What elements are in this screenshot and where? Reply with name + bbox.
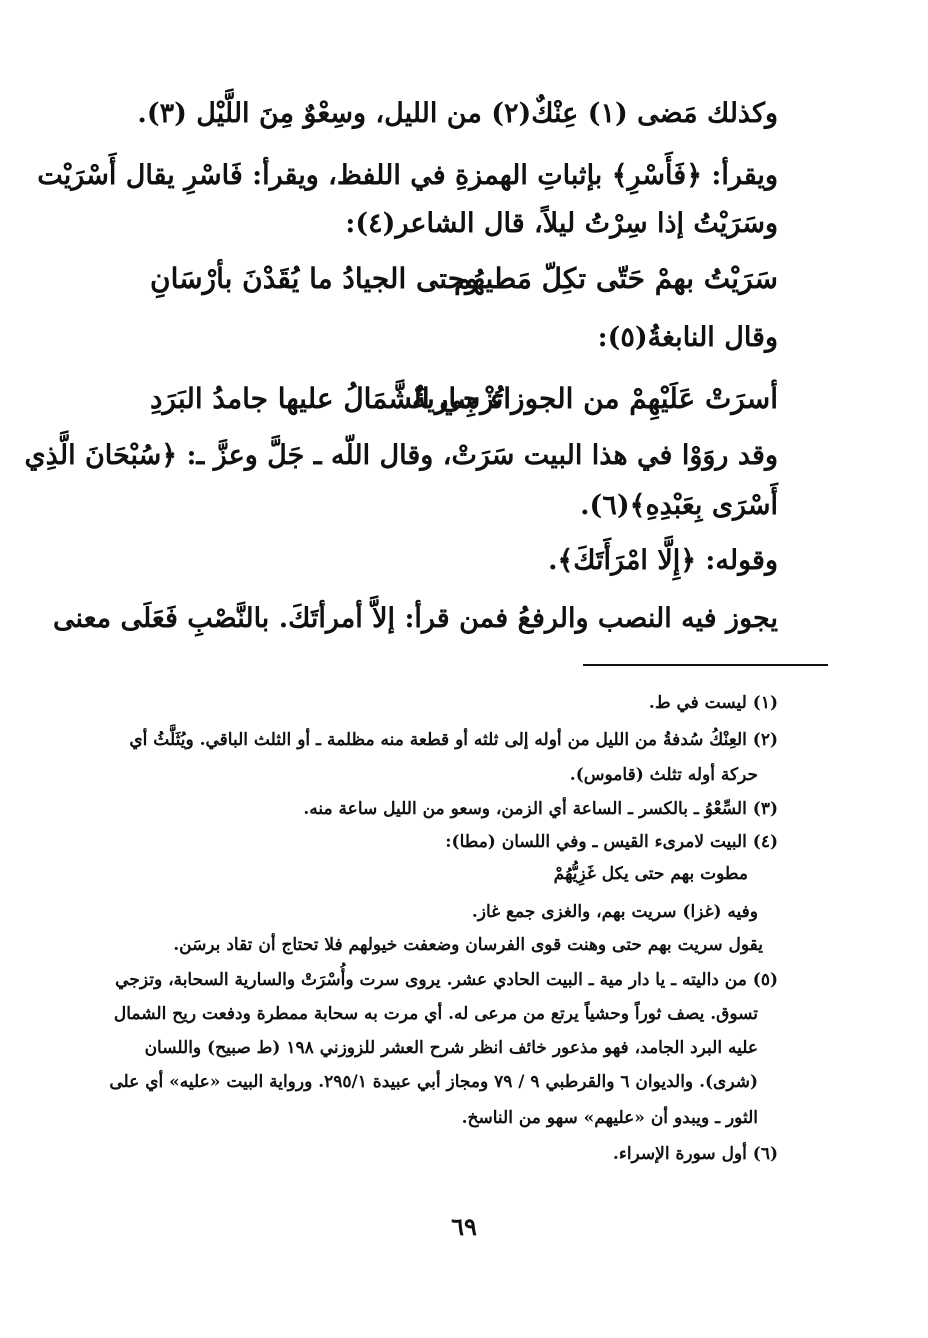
poem-2-hemistich-right: أسرَتْ عَلَيْهِمْ من الجوزاء ساريةٌ bbox=[412, 382, 778, 415]
footnote-5-line-3: عليه البرد الجامد، فهو مذعور خائف انظر شرح العشر للزوزني ١٩٨ (ط صبيح) واللسان bbox=[144, 1038, 758, 1058]
body-line-3: وسَرَيْتُ إذا سِرْتُ ليلاً، قال الشاعر(٤): bbox=[345, 208, 778, 239]
body-line-8: يجوز فيه النصب والرفعُ فمن قرأ: إلاَّ أمرأتَكَ. بالنَّصْبِ فَعَلَى معنى bbox=[52, 603, 778, 634]
poem-2-hemistich-left: تُزْجِي الشَّمَالُ عليها جامدُ البَرَدِ bbox=[150, 382, 504, 415]
footnote-5-line-1: (٥) من داليته ـ يا دار مية ـ البيت الحادي عشر. يروى سرت وأُسْرَتْ والسارية السحابة، وتزجي bbox=[115, 970, 778, 990]
footnote-2-line-2: حركة أوله تثلث (قاموس). bbox=[569, 765, 758, 785]
body-line-1: وكذلك مَضى (١) عِنْكٌ(٢) من الليل، وسِعْوٌ مِنَ اللَّيْل (٣). bbox=[137, 98, 778, 129]
footnote-separator bbox=[583, 664, 828, 666]
page-number: ٦٩ bbox=[451, 1212, 477, 1241]
footnote-4-line-3: وفيه (غزا) سريت بهم، والغزى جمع غاز. bbox=[471, 902, 758, 922]
footnote-4-line-1: (٤) البيت لامرىء القيس ـ وفي اللسان (مطا): bbox=[445, 832, 778, 852]
body-line-7: وقوله: ﴿إِلَّا امْرَأَتَكَ﴾. bbox=[548, 545, 778, 576]
footnote-5-line-5: الثور ـ ويبدو أن «عليهم» سهو من الناسخ. bbox=[461, 1108, 758, 1128]
body-line-5: وقد روَوْا في هذا البيت سَرَتْ، وقال اللّه ـ جَلَّ وعزَّ ـ: ﴿سُبْحَانَ الَّذِي bbox=[24, 440, 778, 471]
body-line-4: وقال النابغةُ(٥): bbox=[597, 322, 778, 353]
footnote-5-line-2: تسوق. يصف ثوراً وحشياً يرتع من مرعى له. أي مرت به سحابة ممطرة ودفعت ريح الشمال bbox=[113, 1004, 758, 1024]
body-line-6: أَسْرَى بِعَبْدِهِ﴾(٦). bbox=[580, 490, 778, 521]
poem-1-hemistich-right: سَرَيْتُ بهمْ حَتّى تكِلّ مَطيهُم bbox=[453, 262, 778, 295]
footnote-1: (١) ليست في ط. bbox=[648, 693, 778, 713]
footnote-6: (٦) أول سورة الإسراء. bbox=[612, 1144, 778, 1164]
footnote-4-verse: مطوت بهم حتى يكل غَزِيُّهُمْ bbox=[553, 864, 748, 884]
poem-1-hemistich-left: وحتى الجيادُ ما يُقَدْنَ بأرْسَانِ bbox=[150, 262, 479, 295]
body-line-2: ويقرأ: ﴿فَأَسْرِ﴾ بإثباتِ الهمزةِ في اللفظ، ويقرأ: فَاسْرِ يقال أَسْرَيْت bbox=[37, 160, 778, 191]
footnote-2-line-1: (٢) العِنْكُ سُدفةُ من الليل من أوله إلى ثلثه أو قطعة منه مظلمة ـ أو الثلث الباقي. ويُثَلَّثُ أي bbox=[129, 730, 778, 750]
footnote-4-line-4: يقول سريت بهم حتى وهنت قوى الفرسان وضعفت خيولهم فلا تحتاج أن تقاد برسَن. bbox=[173, 935, 763, 955]
footnote-5-line-4: (شرى). والديوان ٦ والقرطبي ٩ / ٧٩ ومجاز أبي عبيدة ٢٩٥/١. ورواية البيت «عليه» أي على bbox=[109, 1072, 758, 1092]
footnote-3: (٣) السِّعْوُ ـ بالكسر ـ الساعة أي الزمن، وسعو من الليل ساعة منه. bbox=[303, 799, 778, 819]
